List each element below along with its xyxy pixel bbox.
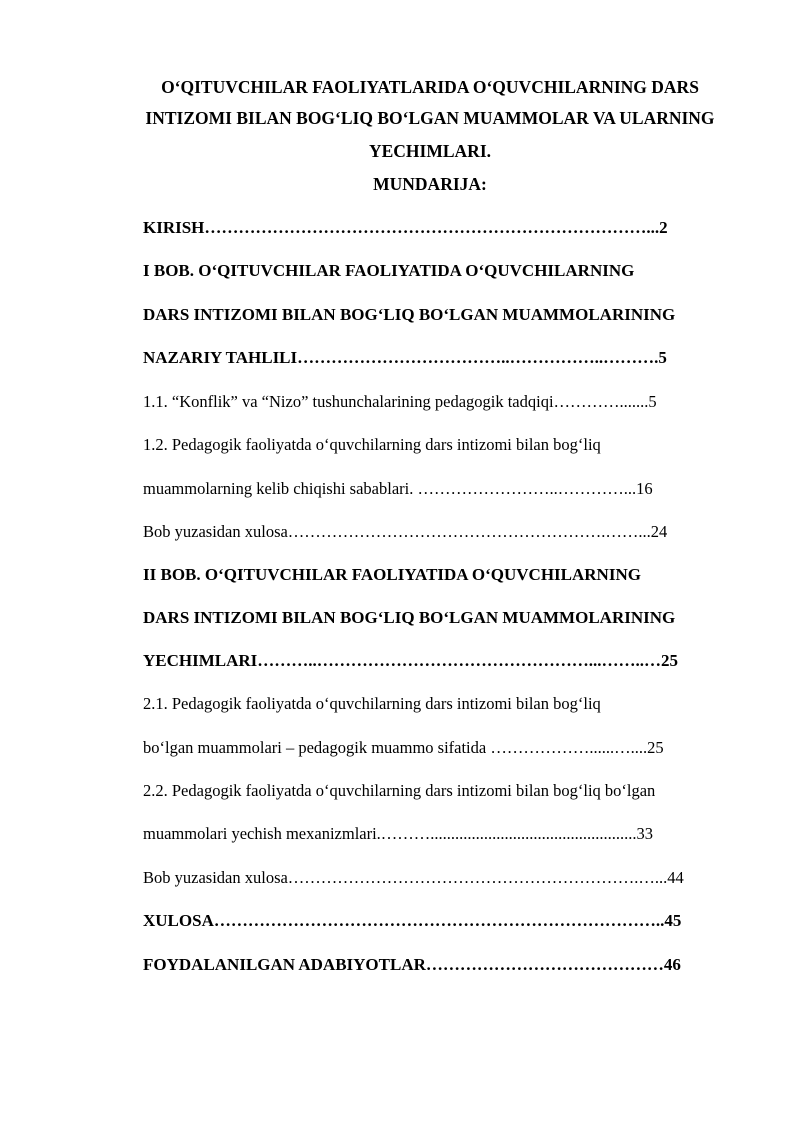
toc-chapter-2-line-3: YECHIMLARI………..…………………………………………...……..…25	[143, 651, 679, 670]
toc-entry-xulosa: XULOSA……………………………………………………………………..45	[143, 911, 682, 930]
title-line-1: O‘QITUVCHILAR FAOLIYATLARIDA O‘QUVCHILARNING DARS	[161, 77, 699, 97]
toc-section-1-1: 1.1. “Konflik” va “Nizo” tushunchalarining pedagogik tadqiqi………….......5	[143, 392, 657, 411]
toc-chapter-2-conclusion: Bob yuzasidan xulosa……………………………………………………….…...44	[143, 868, 684, 887]
toc-chapter-1-line-2: DARS INTIZOMI BILAN BOG‘LIQ BO‘LGAN MUAMMOLARINING	[143, 305, 676, 324]
toc-section-2-1-line-2: bo‘lgan muammolari – pedagogik muammo sifatida ………………......…....25	[143, 738, 664, 757]
toc-chapter-1-line-1: I BOB. O‘QITUVCHILAR FAOLIYATIDA O‘QUVCHILARNING	[143, 261, 635, 280]
toc-section-1-2-line-1: 1.2. Pedagogik faoliyatda o‘quvchilarning dars intizomi bilan bog‘liq	[143, 435, 601, 454]
toc-chapter-1-line-3: NAZARIY TAHLILI………………………………..……………..……….5	[143, 348, 667, 367]
toc-section-2-2-line-2: muammolari yechish mexanizmlari.………..................................................33	[143, 824, 654, 843]
toc-heading: MUNDARIJA:	[373, 174, 487, 194]
toc-section-1-2-line-2: muammolarning kelib chiqishi sabablari. ……………………..…………...16	[143, 479, 653, 498]
toc-chapter-2-line-1: II BOB. O‘QITUVCHILAR FAOLIYATIDA O‘QUVCHILARNING	[143, 565, 641, 584]
toc-section-2-1-line-1: 2.1. Pedagogik faoliyatda o‘quvchilarning dars intizomi bilan bog‘liq	[143, 694, 601, 713]
toc-entry-kirish: KIRISH……………………………………………………………………...2	[143, 218, 668, 237]
toc-section-2-2-line-1: 2.2. Pedagogik faoliyatda o‘quvchilarning dars intizomi bilan bog‘liq bo‘lgan	[143, 781, 656, 800]
toc-chapter-1-conclusion: Bob yuzasidan xulosa………………………………………………….……...24	[143, 522, 668, 541]
toc-chapter-2-line-2: DARS INTIZOMI BILAN BOG‘LIQ BO‘LGAN MUAMMOLARINING	[143, 608, 676, 627]
title-line-2: INTIZOMI BILAN BOG‘LIQ BO‘LGAN MUAMMOLAR VA ULARNING	[145, 108, 715, 128]
toc-entry-bibliography: FOYDALANILGAN ADABIYOTLAR……………………………………46	[143, 955, 681, 974]
title-line-3: YECHIMLARI.	[368, 141, 492, 161]
